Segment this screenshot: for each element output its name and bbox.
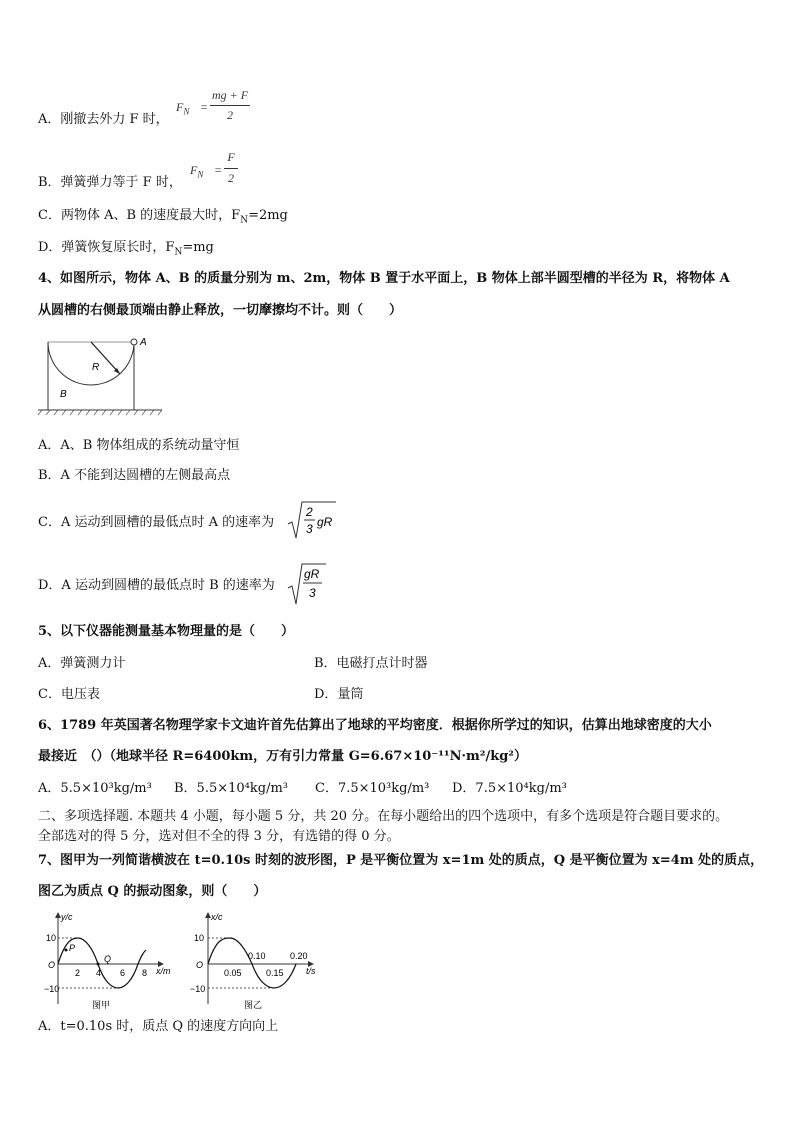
svg-text:gR: gR [317,515,333,529]
q6-option-d: D．7.5×10⁴kg/m³ [452,781,567,796]
q6-stem-line1: 6、1789 年英国著名物理学家卡文迪许首先估算出了地球的平均密度．根据你所学过的知识，估算出地球密度的大小 [38,718,712,733]
q7-stem-line2: 图乙为质点 Q 的振动图象，则（ ） [38,884,267,899]
vibration-curve [208,938,296,988]
q7-wave-graph-jia [44,910,184,1012]
q5-option-c: C．电压表 [38,687,100,702]
tick-t-0-10: 0.10 [248,951,266,961]
tick-x-2: 2 [75,968,81,978]
tick-t-0-15: 0.15 [266,968,284,978]
section2-heading-line2: 全部选对的得 5 分，选对但不全的得 3 分，有选错的得 0 分。 [38,829,400,844]
q3-option-c: C．两物体 A、B 的速度最大时，$F_N=2mg$ [38,208,288,226]
point-q-label: Q [104,954,112,964]
q3-option-a-formula: $F_N$ = mg + F 2 [176,88,249,122]
label-a: A [140,337,147,348]
q4-option-b: B．A 不能到达圆槽的左侧最高点 [38,468,231,483]
section2-heading-line1: 二、多项选择题. 本题共 4 小题，每小题 5 分，共 20 分。在每小题给出的四个选项中，有多个选项是符合题目要求的。 [38,809,729,824]
y-axis-label: x/c [211,912,223,922]
point-p-label: P [69,943,76,953]
svg-text:3: 3 [309,586,316,600]
q4-option-a: A．A、B 物体组成的系统动量守恒 [38,438,240,453]
tick-ymin: −10 [190,984,206,994]
q4-stem-line2: 从圆槽的右侧最顶端由静止释放，一切摩擦均不计。则（ ） [38,303,403,318]
q5-option-a: A．弹簧测力计 [38,656,126,671]
ground-hatch [38,410,162,415]
q6-option-a: A．5.5×10³kg/m³ [38,781,152,796]
tick-x-8: 8 [142,968,148,978]
q4-figure-semicircle-trough [36,334,164,420]
label-r: R [92,362,100,373]
q7-vibration-graph-yi [186,910,330,1012]
x-axis-label: x/m [156,966,171,976]
tick-ymax: 10 [46,933,57,943]
origin-label: O [48,960,56,970]
q6-stem-line2: 最接近 （）（地球半径 R=6400km，万有引力常量 G=6.67×10⁻¹¹N·m²/kg²） [38,749,527,764]
q4-option-c: C．A 运动到圆槽的最低点时 A 的速率为 [38,515,275,530]
tick-ymin: −10 [44,984,60,994]
tick-t-0-20: 0.20 [290,951,308,961]
origin-label: O [196,960,204,970]
x-axis-label: t/s [306,966,316,976]
q5-option-d: D．量筒 [314,687,364,702]
q4-stem-line1: 4、如图所示，物体 A、B 的质量分别为 m、2m，物体 B 置于水平面上，B 物体上部半圆型槽的半径为 R，将物体 A [38,271,730,286]
tick-t-0-05: 0.05 [224,968,242,978]
q4-option-d-formula [286,562,330,608]
caption-yi: 图乙 [244,1000,263,1010]
q5-option-b: B．电磁打点计时器 [314,656,428,671]
tick-ymax: 10 [194,933,205,943]
q3-option-b: B．弹簧弹力等于 F 时， [38,175,182,190]
tick-x-4: 4 [96,968,102,978]
svg-text:3: 3 [306,522,313,536]
q4-option-d: D．A 运动到圆槽的最低点时 B 的速率为 [38,578,275,593]
q5-stem: 5、以下仪器能测量基本物理量的是（ ） [38,624,295,639]
q3-option-a: A．刚撤去外力 F 时， [38,112,169,127]
trough-semicircle [48,342,134,385]
q4-option-c-formula [286,500,338,542]
q7-stem-line1: 7、图甲为一列简谐横波在 t=0.10s 时刻的波形图，P 是平衡位置为 x=1m 处的质点，Q 是平衡位置为 x=4m 处的质点， [38,853,764,868]
q7-option-a: A．t=0.10s 时，质点 Q 的速度方向向上 [38,1019,279,1034]
q6-option-b: B．5.5×10⁴kg/m³ [174,781,288,796]
object-a-ball [131,339,137,345]
y-axis-label: y/c [61,912,73,922]
q6-option-c: C．7.5×10³kg/m³ [315,781,430,796]
tick-x-6: 6 [120,968,126,978]
q3-option-d: D．弹簧恢复原长时，$F_N=mg$ [38,240,214,258]
svg-text:2: 2 [306,505,313,519]
caption-jia: 图甲 [92,1000,111,1010]
label-b: B [60,389,67,400]
svg-text:gR: gR [304,567,320,581]
q3-option-b-formula: $F_N$ = F 2 [190,150,250,190]
